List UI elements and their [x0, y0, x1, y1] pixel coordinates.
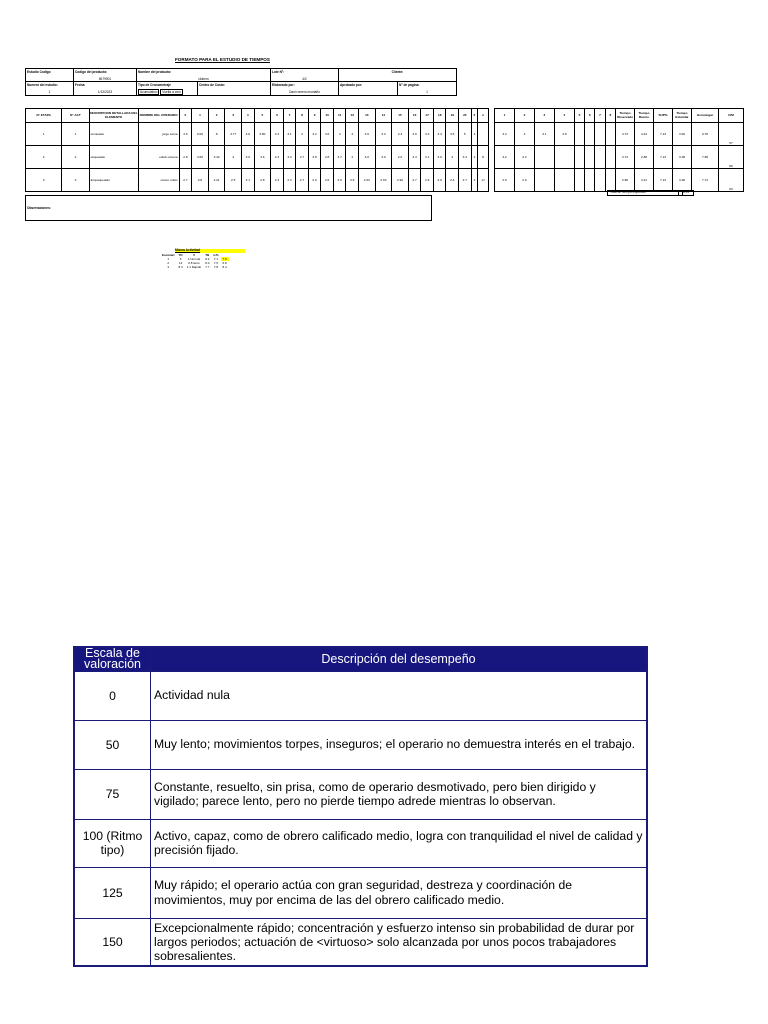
right-table-header: U/M [719, 109, 744, 123]
value-codigo-producto: 5679901 [98, 76, 112, 81]
time-reading-cell: 3.6 [179, 123, 192, 146]
reading-cell [585, 169, 595, 192]
time-reading-cell: 3.1 [283, 123, 296, 146]
reading-cell [574, 123, 584, 146]
sup-cell: 7.13 [654, 169, 673, 192]
time-reading-cell: 2.6 [308, 169, 321, 192]
reading-cell: 3.2 [495, 146, 515, 169]
left-table-header: N° ACT [62, 109, 89, 123]
time-reading-cell: 8 [478, 146, 489, 169]
mini-table-header: TO [178, 252, 183, 257]
time-reading-cell: 2.9 [421, 169, 434, 192]
value-vuelta-cero: Vuelta a cero [162, 89, 181, 94]
mini-table-cell: 7.7 [205, 264, 210, 269]
sup-cell: 7.13 [654, 146, 673, 169]
reading-cell [574, 146, 584, 169]
reading-cell: 3 [514, 123, 534, 146]
left-table-header: Σ [471, 109, 478, 123]
performance-score: 75 [74, 769, 151, 819]
left-table-header: 6 [271, 109, 284, 123]
mini-table-cell: 5 [179, 256, 182, 261]
left-table-header: 0 [179, 109, 192, 123]
observations-box [25, 195, 432, 221]
um-cell: 83 [719, 169, 744, 192]
time-reading-cell: 3.60 [192, 146, 209, 169]
reading-cell [554, 169, 574, 192]
left-table-header: 18 [433, 109, 446, 123]
right-table-header: 5 [574, 109, 584, 123]
table-row [26, 169, 489, 192]
performance-score: 125 [74, 867, 151, 918]
t-obs-cell: 2.86 [616, 169, 635, 192]
time-reading-cell: 17 [478, 169, 489, 192]
time-reading-cell: 2.63 [375, 169, 392, 192]
time-reading-cell: 2.0 [392, 146, 409, 169]
reading-cell [554, 146, 574, 169]
mini-table-cell: 8.2 [205, 256, 210, 261]
time-reading-cell: 3.42 [208, 146, 225, 169]
reading-cell [574, 169, 584, 192]
etapa-cell: 1 [26, 123, 62, 146]
reading-cell: 3.1 [534, 123, 554, 146]
um-cell: 57 [719, 123, 744, 146]
hom-cell: 7.89 [692, 146, 719, 169]
etapa-cell: 3 [26, 169, 62, 192]
label-lote: Lote N°: 4/2 [271, 69, 339, 82]
time-reading-cell: 2.7 [408, 169, 421, 192]
right-table-header: 7 [595, 109, 605, 123]
time-reading-cell: 2.92 [392, 169, 409, 192]
document-title: FORMATO PARA EL ESTUDIO DE TIEMPOS [175, 57, 270, 62]
right-table-header: 6 [585, 109, 595, 123]
act-cell: 2 [62, 146, 89, 169]
reading-cell [595, 169, 605, 192]
right-table-header: Homologar [692, 109, 719, 123]
time-reading-cell: 2.3 [283, 169, 296, 192]
reading-cell: 3.2 [514, 146, 534, 169]
reading-cell: 3.4 [495, 123, 515, 146]
time-reading-cell: 3.4 [283, 146, 296, 169]
right-table-header: Tiempo Estandar [673, 109, 692, 123]
time-reading-cell: 2.8 [254, 169, 271, 192]
time-reading-cell: 2.9 [433, 169, 446, 192]
t-bas-cell: 2.88 [635, 146, 654, 169]
label-estudio-codigo: Estudio Codigo [26, 69, 74, 82]
um-cell: 86 [719, 146, 744, 169]
left-table-header: DESCRIPCION DETALLADA DEL ELEMENTO [89, 109, 138, 123]
t-est-cell: 3.38 [673, 146, 692, 169]
left-table-header: NOMBRE DEL OPERARIO [138, 109, 179, 123]
reading-cell: 3.8 [554, 123, 574, 146]
left-table-header: n [478, 109, 489, 123]
label-codigo-producto: Codigo del producto: 5679901 [74, 69, 137, 82]
performance-row [74, 671, 647, 720]
reading-cell [585, 123, 595, 146]
time-reading-cell: 2.8 [192, 169, 209, 192]
perf-header-scale: Escala de valoración [74, 647, 151, 671]
time-reading-cell: 3.8 [308, 146, 321, 169]
right-table-header: Tiempo Observado [616, 109, 635, 123]
time-reading-cell: 3.3 [271, 123, 284, 146]
description-cell: Empaquetado [89, 169, 138, 192]
hom-cell: 0.78 [692, 123, 719, 146]
left-table-header: 16 [408, 109, 421, 123]
act-cell: 3 [62, 169, 89, 192]
performance-row [74, 867, 647, 918]
value-n-paginas: 1 [426, 89, 428, 94]
time-reading-cell: 2.8 [321, 146, 334, 169]
time-reading-cell: 3.9 [433, 146, 446, 169]
time-reading-cell: 3 [346, 123, 359, 146]
time-reading-cell: 2.3 [271, 169, 284, 192]
time-reading-cell: 2.6 [321, 169, 334, 192]
time-reading-cell [478, 123, 489, 146]
mini-table-cell: 7.5 [213, 260, 219, 265]
description-cell: envasado [89, 123, 138, 146]
value-lote: 4/2 [302, 76, 307, 81]
mini-table-cell: 8.4 [178, 264, 183, 269]
label-aprobado-por: Aprobado por: [339, 82, 398, 96]
performance-description: Actividad nula [151, 671, 648, 720]
mini-table-header: ic% [213, 252, 219, 257]
reading-cell: 2.9 [514, 169, 534, 192]
right-table-header: Tiempo Basico [635, 109, 654, 123]
mini-table-title: Misma Actividad [175, 249, 245, 253]
time-reading-cell: 3.4 [459, 146, 472, 169]
performance-rating-table [73, 646, 648, 967]
left-table-header: 7 [283, 109, 296, 123]
time-reading-cell: 3.0 [375, 146, 392, 169]
operator-cell: edwin arcena [138, 146, 179, 169]
hom-cell: 7.74 [692, 169, 719, 192]
left-table-header: 14 [375, 109, 392, 123]
performance-row [74, 918, 647, 966]
left-table-header: 5 [254, 109, 271, 123]
description-cell: etiquetado [89, 146, 138, 169]
right-table-header: 8 [605, 109, 615, 123]
time-reading-cell: 0.06 [192, 123, 209, 146]
time-reading-cell: 3 [296, 123, 309, 146]
left-table-header: 4 [242, 109, 255, 123]
value-fecha: 1/12/2023 [97, 89, 113, 94]
time-reading-cell: 3.3 [375, 123, 392, 146]
total-expected-value: 8.93 [678, 190, 694, 196]
t-bas-cell: 3.44 [635, 123, 654, 146]
mini-table-cell: 7.8 [213, 264, 219, 269]
mini-table-cell: 3 [167, 264, 170, 269]
time-reading-cell: 2.62 [359, 169, 376, 192]
time-reading-cell: 4 [225, 146, 242, 169]
time-reading-cell: 2 [471, 146, 478, 169]
left-table-header: 1 [192, 109, 209, 123]
time-reading-cell: 2.7 [296, 146, 309, 169]
t-est-cell: 3.00 [673, 123, 692, 146]
time-study-table [25, 108, 489, 192]
label-tipo-cronometraje: Tipo de Cronometraje Acumulativo Vuelta a cero [137, 82, 198, 96]
time-reading-cell: 2.7 [459, 169, 472, 192]
time-reading-cell: 3.7 [333, 146, 346, 169]
left-table-header: 10 [321, 109, 334, 123]
mini-table-cell: 8.0 [205, 260, 210, 265]
left-table-header: 19 [446, 109, 459, 123]
reading-cell [605, 146, 615, 169]
mini-table-cell: 6.8 [222, 260, 227, 265]
mini-table-header: TB [205, 252, 210, 257]
performance-description: Constante, resuelto, sin prisa, como de operario desmotivado, pero bien dirigido y vigilado; parece lento, pero no pierde tiempo adrede mientras lo observan. [151, 769, 648, 819]
time-reading-cell: 3.6 [321, 123, 334, 146]
value-numero-estudio: 1 [48, 89, 51, 94]
mini-table-header: Escenari [162, 252, 175, 257]
time-reading-cell: 2.5 [225, 169, 242, 192]
t-obs-cell: 3.74 [616, 146, 635, 169]
left-table-header: 17 [421, 109, 434, 123]
performance-score: 0 [74, 671, 151, 720]
mini-table-cell: 8.4 [222, 264, 227, 269]
time-reading-cell: 3.6 [242, 146, 255, 169]
time-reading-cell: 2.3 [392, 123, 409, 146]
left-table-header: 3 [225, 109, 242, 123]
left-table-header: 20 [459, 109, 472, 123]
mini-table-cell: 1 [167, 256, 170, 261]
label-cliente: Cliente: [339, 69, 457, 82]
performance-score: 100 (Ritmo tipo) [74, 819, 151, 867]
table-row [495, 146, 744, 169]
mini-table-cell: 7.5 [222, 256, 227, 261]
label-elaborado-por: Elaborado por: Dani romero montaño [271, 82, 339, 96]
reading-cell [605, 169, 615, 192]
time-reading-cell: 2.9 [346, 169, 359, 192]
time-reading-cell: 8 [208, 123, 225, 146]
time-reading-cell: 3.6 [254, 146, 271, 169]
operator-cell: marco rufeis [138, 169, 179, 192]
performance-score: 150 [74, 918, 151, 966]
operator-cell: jorge serna [138, 123, 179, 146]
time-reading-cell: 2.3 [271, 146, 284, 169]
reading-cell [595, 123, 605, 146]
performance-description: Excepcionalmente rápido; concentración y esfuerzo intenso sin probabilidad de durar por largos periodos; actuación de <virtuoso> solo alcanzada por unos pocos trabajadores sobresalientes. [151, 918, 648, 966]
reading-cell [595, 146, 605, 169]
table-row [495, 123, 744, 146]
time-reading-cell: 3.5 [446, 123, 459, 146]
mini-table-cell: 12 [178, 260, 183, 265]
performance-description: Muy rápido; el operario actúa con gran seguridad, destreza y coordinación de movimientos, muy por encima de las del obrero calificado medio. [151, 867, 648, 918]
performance-row [74, 819, 647, 867]
label-fecha: Fecha: 1/12/2023 [74, 82, 137, 96]
time-reading-cell: 2.5 [333, 169, 346, 192]
reading-cell [585, 146, 595, 169]
mini-table-cell: 0.8 lento [188, 260, 200, 265]
right-table-header: 4 [554, 109, 574, 123]
total-expected-label: Total de tiempo esperado [607, 190, 683, 196]
time-reading-cell: 3 [471, 123, 478, 146]
mini-table-header: V [192, 252, 195, 257]
mini-table-cell: 2 [167, 260, 170, 265]
right-table-header: 3 [534, 109, 554, 123]
time-reading-cell: 3.1 [421, 146, 434, 169]
left-table-header: 8 [296, 109, 309, 123]
observations-label: Observaciones: [27, 206, 51, 210]
t-bas-cell: 3.21 [635, 169, 654, 192]
t-est-cell: 3.28 [673, 169, 692, 192]
time-reading-cell: 2.7 [179, 169, 192, 192]
label-centro-costo: Centro de Costo: [198, 82, 271, 96]
right-table-header: 2 [514, 109, 534, 123]
table-row [26, 146, 489, 169]
left-table-header: 2 [208, 109, 225, 123]
left-table-header: N° ETAPA [26, 109, 62, 123]
sup-cell: 7.13 [654, 123, 673, 146]
perf-header-description: Descripción del desempeño [151, 647, 648, 671]
mini-table-cell: 7.1 [213, 256, 219, 261]
reading-cell [534, 169, 554, 192]
table-row [495, 169, 744, 192]
label-nombre-producto: Nombre del producto: clubero [137, 69, 271, 82]
time-reading-cell: 3.6 [359, 123, 376, 146]
performance-description: Activo, capaz, como de obrero calificado medio, logra con tranquilidad el nivel de calidad y precisión fijado. [151, 819, 648, 867]
left-table-header: 12 [346, 109, 359, 123]
mini-activity-table [160, 249, 245, 269]
mini-table-cell: 1 Normal [187, 256, 201, 261]
mini-table-cell: 1.1 Rapido [186, 264, 202, 269]
performance-row [74, 720, 647, 769]
time-reading-cell: 3.6 [359, 146, 376, 169]
label-numero-estudio: Numero del estudio: 1 [26, 82, 74, 96]
performance-row [74, 769, 647, 819]
time-reading-cell: 2.21 [208, 169, 225, 192]
etapa-cell: 2 [26, 146, 62, 169]
time-reading-cell: 3.3 [433, 123, 446, 146]
header-info-table [25, 68, 457, 96]
reading-cell [534, 146, 554, 169]
time-reading-cell: 4 [346, 146, 359, 169]
right-table-header: 1 [495, 109, 515, 123]
reading-cell: 2.9 [495, 169, 515, 192]
time-reading-cell: 3.77 [225, 123, 242, 146]
time-results-table [494, 108, 744, 192]
time-reading-cell: 2.6 [446, 169, 459, 192]
time-reading-cell: 3.4 [408, 146, 421, 169]
act-cell: 1 [62, 123, 89, 146]
performance-score: 50 [74, 720, 151, 769]
value-nombre-producto: clubero [198, 76, 209, 81]
left-table-header: 13 [359, 109, 376, 123]
time-reading-cell: 3.8 [242, 123, 255, 146]
time-reading-cell: 3.9 [408, 123, 421, 146]
time-reading-cell: 5 [459, 123, 472, 146]
t-obs-cell: 3.73 [616, 123, 635, 146]
time-reading-cell: 3.80 [254, 123, 271, 146]
label-n-paginas: N° de pagina: 1 [398, 82, 457, 96]
time-reading-cell: 4 [446, 146, 459, 169]
left-table-header: 11 [333, 109, 346, 123]
right-table-header: SUP% [654, 109, 673, 123]
time-reading-cell: 2.8 [179, 146, 192, 169]
time-reading-cell: 3 [333, 123, 346, 146]
table-row [26, 123, 489, 146]
time-reading-cell: 2 [471, 169, 478, 192]
value-elaborado-por: Dani romero montaño [289, 89, 320, 94]
left-table-header: 15 [392, 109, 409, 123]
value-acumulativo: Acumulativo [140, 89, 158, 94]
left-table-header: 9 [308, 109, 321, 123]
time-reading-cell: 3.2 [308, 123, 321, 146]
time-reading-cell: 2.7 [296, 169, 309, 192]
performance-description: Muy lento; movimientos torpes, inseguros; el operario no demuestra interés en el trabajo. [151, 720, 648, 769]
time-reading-cell: 3.3 [421, 123, 434, 146]
time-reading-cell: 3.1 [242, 169, 255, 192]
mini-table-row [160, 265, 229, 269]
reading-cell [605, 123, 615, 146]
